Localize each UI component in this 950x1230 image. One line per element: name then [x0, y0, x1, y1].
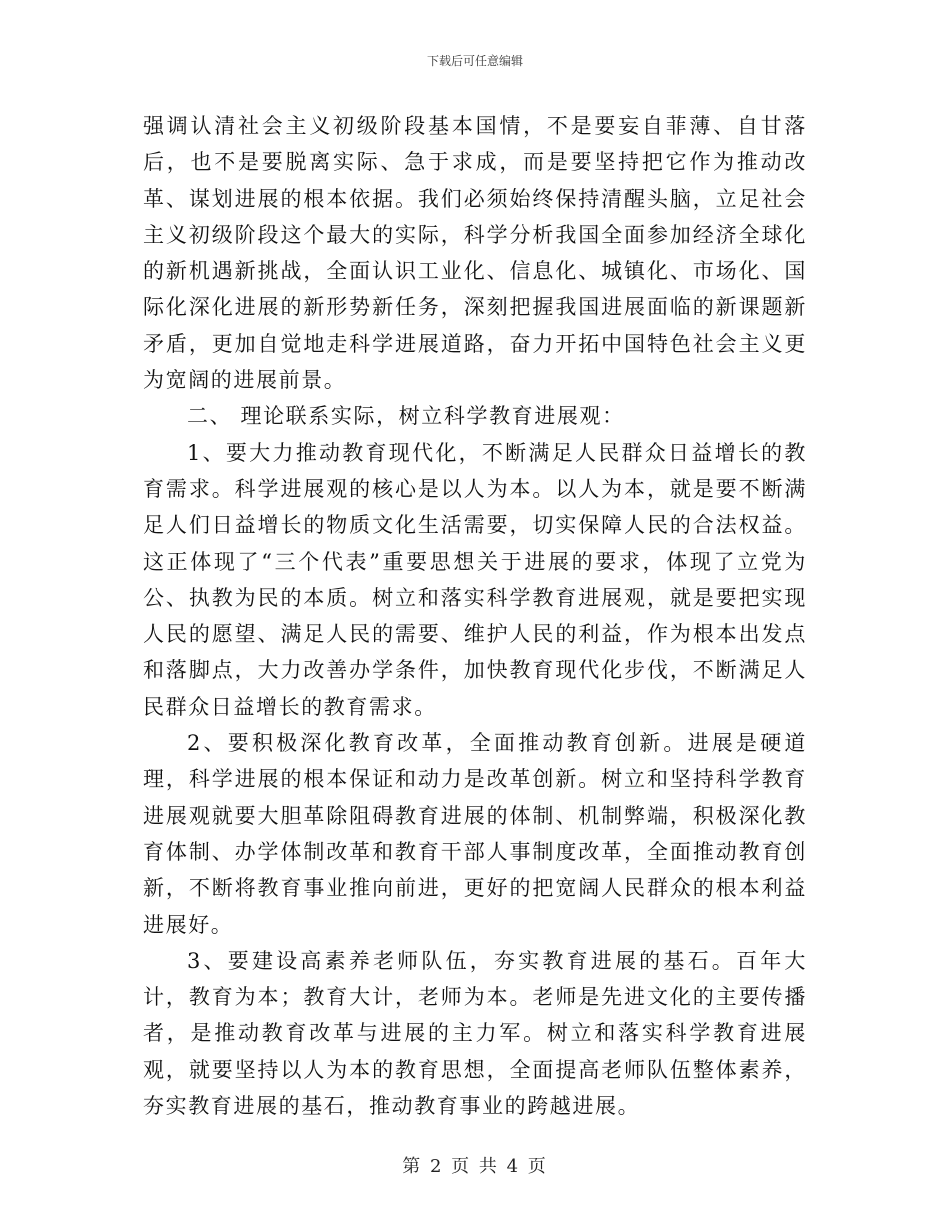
paragraph-continuation: 强调认清社会主义初级阶段基本国情，不是要妄自菲薄、自甘落后，也不是要脱离实际、急于求成，而是要坚持把它作为推动改革、谋划进展的根本依据。我们必须始终保持清醒头脑，立足社会主义初级阶段这个最大的实际，科学分析我国全面参加经济全球化的新机遇新挑战，全面认识工业化、信息化、城镇化、市场化、国际化深化进展的新形势新任务，深刻把握我国进展面临的新课题新矛盾，更加自觉地走科学进展道路，奋力开拓中国特色社会主义更为宽阔的进展前景。: [143, 114, 807, 393]
page-header-note: 下载后可任意编辑: [426, 54, 523, 68]
paragraph-item-1: 1、要大力推动教育现代化，不断满足人民群众日益增长的教育需求。科学进展观的核心是以人为本。以人为本，就是要不断满足人们日益增长的物质文化生活需要，切实保障人民的合法权益。这正体现了“三个代表”重要思想关于进展的要求，体现了立党为公、执教为民的本质。树立和落实科学教育进展观，就是要把实现人民的愿望、满足人民的需要、维护人民的利益，作为根本出发点和落脚点，大力改善办学条件，加快教育现代化步伐，不断满足人民群众日益增长的教育需求。: [143, 440, 807, 719]
page-number-footer: 第 2 页 共 4 页: [402, 1156, 548, 1177]
section-heading: 二、 理论联系实际，树立科学教育进展观：: [187, 404, 625, 429]
paragraph-item-2: 2、要积极深化教育改革，全面推动教育创新。进展是硬道理，科学进展的根本保证和动力是改革创新。树立和坚持科学教育进展观就要大胆革除阻碍教育进展的体制、机制弊端，积极深化教育体制、办学体制改革和教育干部人事制度改革，全面推动教育创新，不断将教育事业推向前进，更好的把宽阔人民群众的根本利益进展好。: [143, 731, 807, 937]
paragraph-item-3: 3、要建设高素养老师队伍，夯实教育进展的基石。百年大计，教育为本；教育大计，老师为本。老师是先进文化的主要传播者，是推动教育改革与进展的主力军。树立和落实科学教育进展观，就要坚持以人为本的教育思想，全面提高老师队伍整体素养，夯实教育进展的基石，推动教育事业的跨越进展。: [143, 948, 807, 1119]
document-body: [143, 108, 807, 1124]
